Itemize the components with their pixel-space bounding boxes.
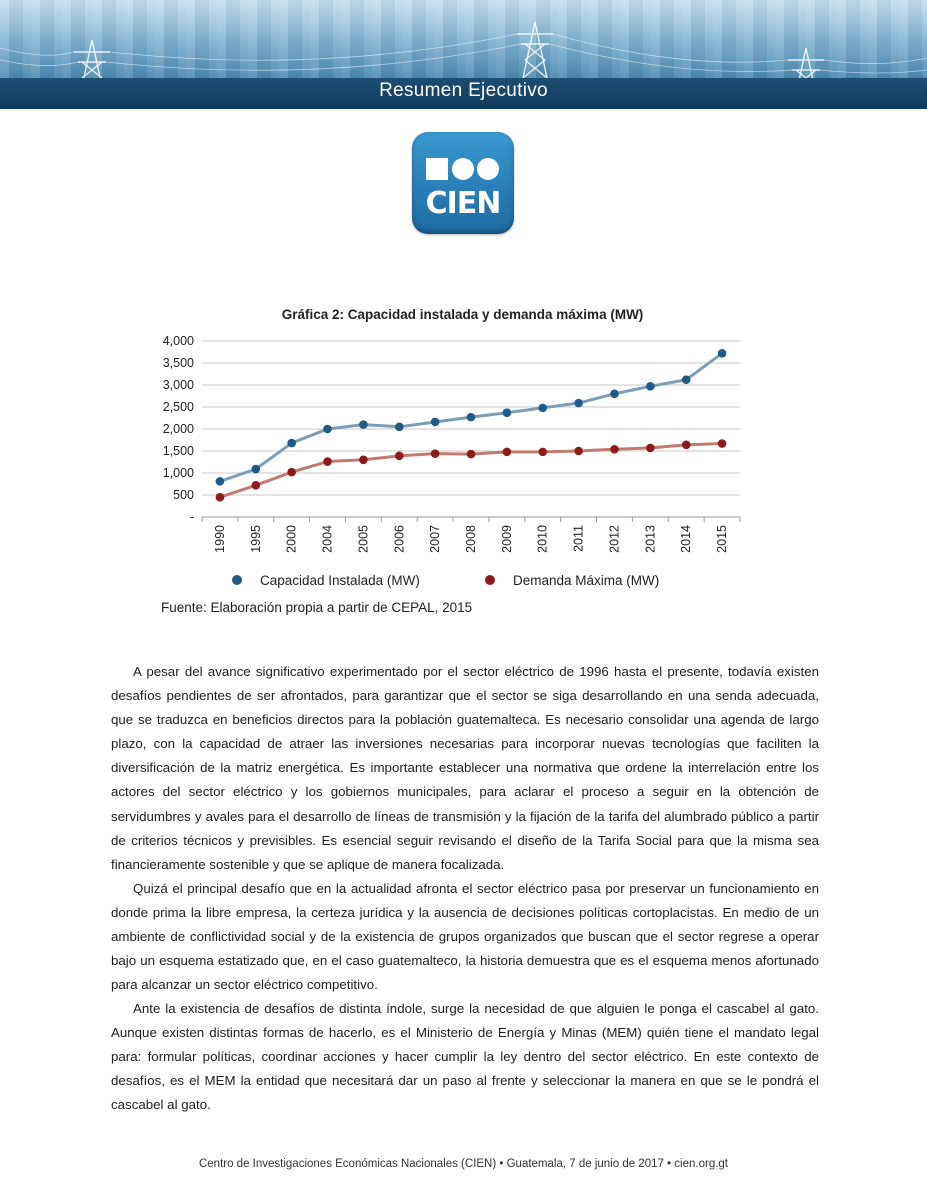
data-point-demanda [718,439,727,448]
data-point-demanda [395,452,404,461]
data-point-demanda [682,441,691,450]
legend-item-capacidad [232,573,420,588]
data-point-demanda [538,448,547,457]
chart-title: Gráfica 2: Capacidad instalada y demanda máxima (MW) [281,307,644,322]
y-tick-label: 4,000 [162,334,194,348]
data-point-capacidad [610,390,619,399]
data-point-capacidad [646,382,655,391]
legend-item-demanda [485,573,659,588]
x-tick-label: 2000 [284,525,299,553]
data-point-capacidad [323,425,332,434]
y-tick-label: 1,500 [162,444,194,458]
data-point-capacidad [718,349,727,358]
paragraph-1: A pesar del avance significativo experimentado por el sector eléctrico de 1996 hasta el presente, todavía existen desafíos pendientes de ser afrontados, para garantizar que el sector se siga desarrollando en una senda adecuada, que se traduzca en beneficios directos para la población guatemalteca. Es necesario consolidar una agenda de largo plazo, con la capacidad de atraer las inversiones necesarias para incorporar nuevas tecnologías que faciliten la diversificación de la matriz energética. Es importante establecer una normativa que ordene la interrelación entre los actores del sector eléctrico y los gobiernos municipales, para aclarar el proceso a seguir en la obtención de servidumbres y avales para el desarrollo de líneas de transmisión y la fijación de la tarifa del alumbrado público a partir de criterios técnicos y previsibles. Es esencial seguir revisando el diseño de la Tarifa Social para que la misma sea financieramente sostenible y que se aplique de manera focalizada. [111,664,819,872]
data-point-capacidad [467,413,476,422]
logo-text: CIEN [425,186,501,221]
x-tick-label: 2012 [607,525,622,553]
legend-label-capacidad: Capacidad Instalada (MW) [260,573,420,588]
x-tick-label: 2015 [715,525,730,553]
data-point-capacidad [359,420,368,429]
header-title: Resumen Ejecutivo [379,80,548,101]
data-point-capacidad [431,418,440,427]
data-point-demanda [431,449,440,458]
y-tick-label: 2,500 [162,400,194,414]
legend-marker-capacidad [232,575,242,585]
y-tick-label: - [189,510,194,524]
data-point-capacidad [252,465,261,474]
power-lines [0,0,927,80]
paragraph-2: Quizá el principal desafío que en la actualidad afronta el sector eléctrico pasa por preservar un funcionamiento en donde prima la libre empresa, la certeza jurídica y la ausencia de decisiones políticas cortoplacistas. En medio de un ambiente de conflictividad social y de la existencia de grupos organizados que buscan que el sector regrese a operar bajo un esquema estatizado que, en el caso guatemalteco, la historia demuestra que es el esquema menos afortunado para alcanzar un sector eléctrico competitivo. [111,881,819,993]
data-point-demanda [467,450,476,459]
y-tick-label: 500 [173,488,194,502]
data-point-demanda [216,493,225,502]
page-footer: Centro de Investigaciones Económicas Nacionales (CIEN) • Guatemala, 7 de junio de 2017 • cien.org.gt [198,1158,729,1170]
data-point-demanda [646,444,655,453]
data-point-capacidad [574,399,583,408]
x-tick-label: 2005 [356,525,371,553]
x-tick-label: 1995 [248,525,263,553]
data-point-demanda [323,457,332,466]
header-banner [0,0,927,109]
x-tick-label: 2007 [428,525,443,553]
x-tick-label: 2009 [499,525,514,553]
x-tick-label: 2014 [679,525,694,553]
x-tick-label: 2013 [643,525,658,553]
y-tick-label: 1,000 [162,466,194,480]
legend-marker-demanda [485,575,495,585]
data-point-demanda [574,447,583,456]
y-tick-label: 3,500 [162,356,194,370]
legend-label-demanda: Demanda Máxima (MW) [513,573,660,588]
data-point-capacidad [538,404,547,413]
x-tick-label: 2010 [535,525,550,553]
chart-source: Fuente: Elaboración propia a partir de CEPAL, 2015 [161,600,473,615]
data-point-demanda [287,468,296,477]
cien-logo [412,132,514,234]
x-tick-label: 2008 [464,525,478,553]
x-tick-label: 2006 [392,525,407,553]
data-point-demanda [503,448,512,457]
data-point-demanda [610,445,619,454]
y-tick-label: 2,000 [162,422,194,436]
data-point-demanda [252,481,261,490]
data-point-capacidad [287,439,296,448]
data-point-capacidad [395,423,404,432]
data-point-demanda [359,456,368,465]
x-tick-label: 1990 [212,525,227,553]
cien-logo-icon [426,156,500,182]
data-point-capacidad [216,477,225,486]
line-chart [150,328,780,560]
data-point-capacidad [503,408,512,417]
x-tick-label: 2011 [571,525,586,552]
x-tick-label: 2004 [320,525,335,553]
y-tick-label: 3,000 [162,378,194,392]
data-point-capacidad [682,375,691,384]
paragraph-3: Ante la existencia de desafíos de distinta índole, surge la necesidad de que alguien le ponga el cascabel al gato. Aunque existen distintas formas de hacerlo, es el Ministerio de Energía y Minas (MEM) quién tiene el mandato legal para: formular políticas, coordinar acciones y hacer cumplir la ley dentro del sector eléctrico. En este contexto de desafíos, es el MEM la entidad que necesitará dar un paso al frente y seleccionar la manera en que se le pondrá el cascabel al gato. [111,1001,819,1113]
